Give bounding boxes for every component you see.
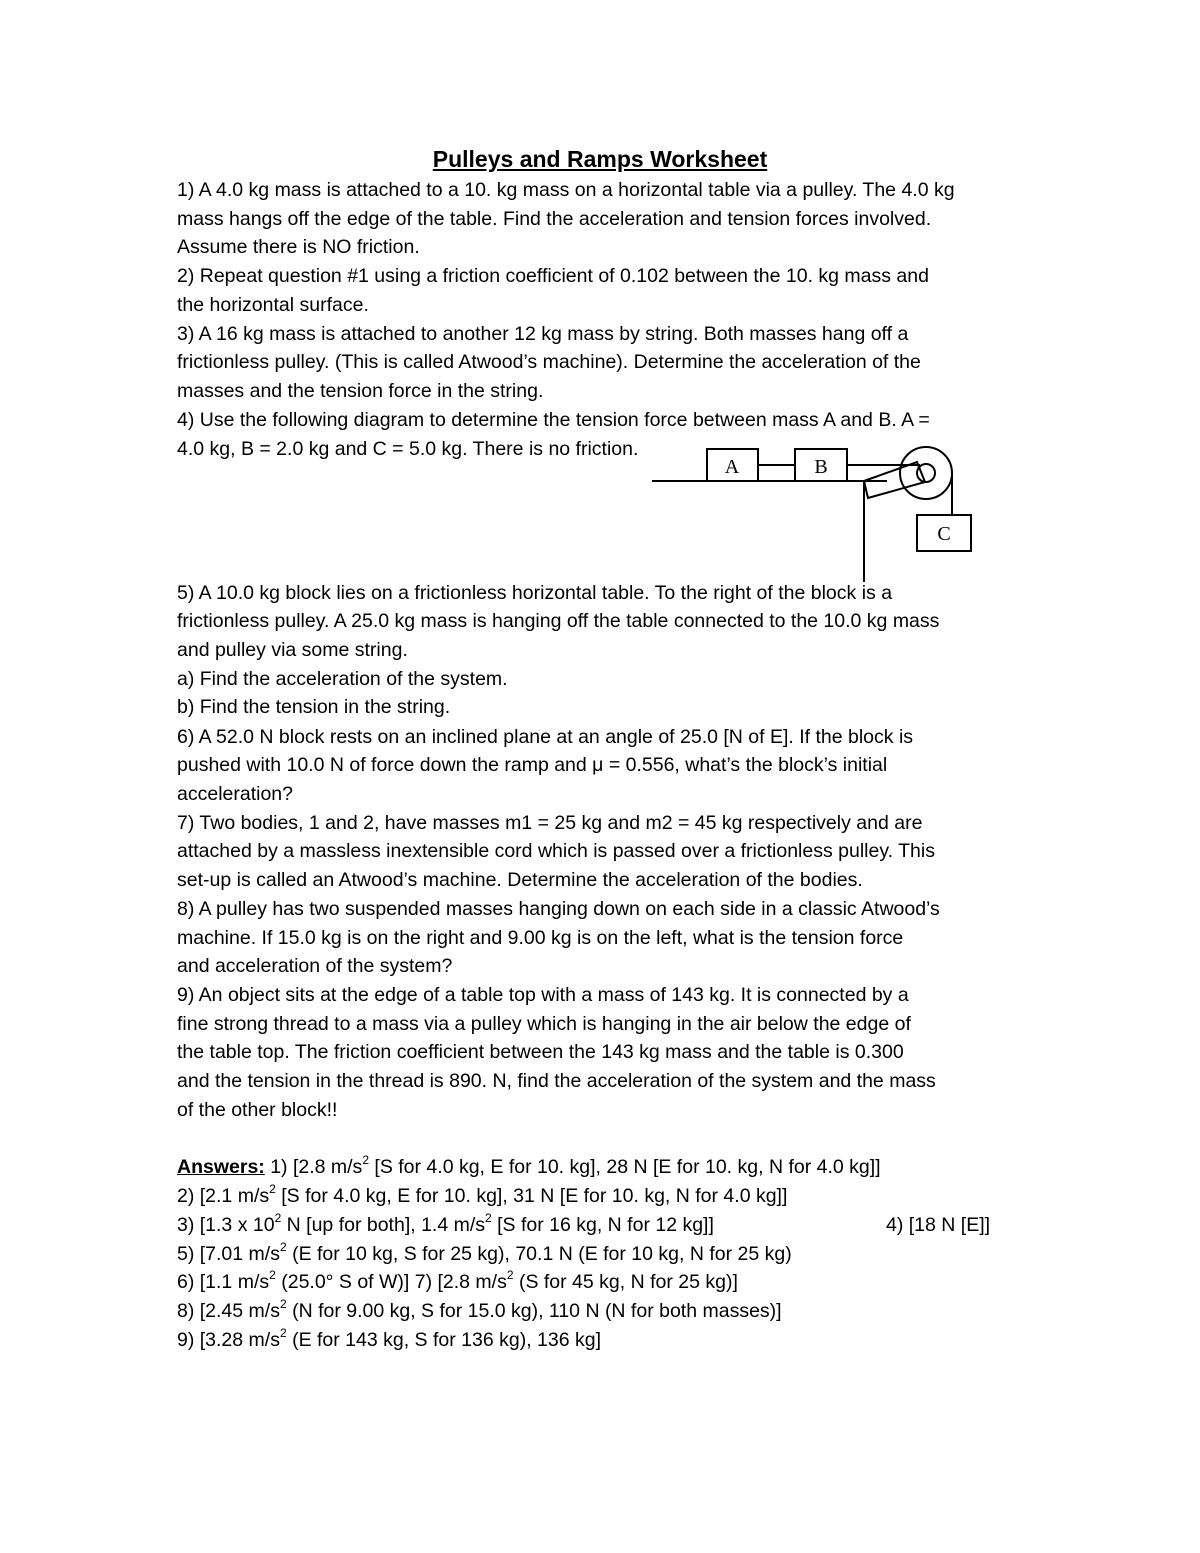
q5-line-4: a) Find the acceleration of the system. [177, 668, 508, 690]
superscript: 2 [279, 1325, 287, 1340]
answer-5 [177, 1240, 792, 1268]
superscript: 2 [274, 1210, 282, 1225]
answer-5-post: (E for 10 kg, S for 25 kg), 70.1 N (E for 10 kg, N for 25 kg) [286, 1243, 792, 1265]
q9-line-4: and the tension in the thread is 890. N, find the acceleration of the system and the mass [177, 1070, 936, 1092]
answer-3-pre: 3) [1.3 x 10 [177, 1214, 275, 1236]
superscript: 2 [485, 1210, 492, 1225]
q7-line-3: set-up is called an Atwood’s machine. Determine the acceleration of the bodies. [177, 869, 863, 891]
pulley-wheel [900, 447, 952, 499]
superscript: 2 [506, 1267, 514, 1282]
answer-8-pre: 8) [2.45 m/s [177, 1300, 280, 1322]
q6-line-1: 6) A 52.0 N block rests on an inclined plane at an angle of 25.0 [N of E]. If the block is [177, 726, 914, 748]
answer-1-post: [S for 4.0 kg, E for 10. kg], 28 N [E for 10. kg, N for 4.0 kg]] [369, 1156, 881, 1178]
answer-7-post: (S for 45 kg, N for 25 kg)] [513, 1271, 738, 1293]
answers-label: Answers: [177, 1156, 265, 1178]
superscript: 2 [279, 1239, 287, 1254]
q3-line-3: masses and the tension force in the string. [177, 380, 544, 402]
q6-line-3: acceleration? [177, 783, 293, 805]
block-c-label: C [937, 523, 951, 545]
answer-5-pre: 5) [7.01 m/s [177, 1243, 280, 1265]
q9-line-5: of the other block!! [177, 1099, 338, 1121]
superscript: 2 [269, 1181, 276, 1196]
q5-line-1: 5) A 10.0 kg block lies on a frictionless horizontal table. To the right of the block is a [177, 582, 893, 604]
answer-9-pre: 9) [3.28 m/s [177, 1329, 280, 1351]
q9-line-2: fine strong thread to a mass via a pulley which is hanging in the air below the edge of [177, 1013, 911, 1035]
q9-line-3: the table top. The friction coefficient between the 143 kg mass and the table is 0.300 [177, 1041, 904, 1063]
answer-9 [177, 1326, 601, 1354]
q9-line-1: 9) An object sits at the edge of a table top with a mass of 143 kg. It is connected by a [177, 984, 909, 1006]
pulley-axle [917, 464, 935, 482]
q4-line-1: 4) Use the following diagram to determine the tension force between mass A and B. A = [177, 409, 930, 431]
q2-line-1: 2) Repeat question #1 using a friction coefficient of 0.102 between the 10. kg mass and [177, 265, 929, 287]
answer-6-7 [177, 1268, 738, 1296]
superscript: 2 [362, 1152, 369, 1167]
pulley-diagram [0, 0, 1200, 600]
answer-8-post: (N for 9.00 kg, S for 15.0 kg), 110 N (N for both masses)] [286, 1300, 782, 1322]
answer-4: 4) [18 N [E]] [886, 1214, 991, 1236]
q4-line-2: 4.0 kg, B = 2.0 kg and C = 5.0 kg. There is no friction. [177, 438, 639, 460]
answer-8 [177, 1297, 782, 1325]
q8-line-1: 8) A pulley has two suspended masses hanging down on each side in a classic Atwood’s [177, 898, 940, 920]
q2-line-2: the horizontal surface. [177, 294, 369, 316]
q1-line-2: mass hangs off the edge of the table. Find the acceleration and tension forces involved. [177, 208, 932, 230]
q7-line-2: attached by a massless inextensible cord which is passed over a frictionless pulley. This [177, 840, 935, 862]
superscript: 2 [279, 1296, 287, 1311]
answer-6-mid: (25.0° S of W)] 7) [2.8 m/s [275, 1271, 507, 1293]
answer-2 [177, 1182, 787, 1210]
page-title: Pulleys and Ramps Worksheet [432, 146, 768, 172]
answer-2-pre: 2) [2.1 m/s [177, 1185, 270, 1207]
q3-line-1: 3) A 16 kg mass is attached to another 12 kg mass by string. Both masses hang off a [177, 323, 909, 345]
answer-3 [177, 1211, 714, 1239]
answer-6-pre: 6) [1.1 m/s [177, 1271, 270, 1293]
q8-line-2: machine. If 15.0 kg is on the right and 9.00 kg is on the left, what is the tension force [177, 927, 904, 949]
answer-1 [177, 1153, 881, 1181]
block-b-label: B [814, 456, 828, 478]
block-a-label: A [724, 456, 740, 478]
answer-3-post: [S for 16 kg, N for 12 kg]] [491, 1214, 714, 1236]
answer-1-pre: 1) [2.8 m/s [264, 1156, 363, 1178]
q6-line-2: pushed with 10.0 N of force down the ramp and μ = 0.556, what’s the block’s initial [177, 754, 888, 776]
q1-line-1: 1) A 4.0 kg mass is attached to a 10. kg mass on a horizontal table via a pulley. The 4.0 kg [177, 179, 955, 201]
q7-line-1: 7) Two bodies, 1 and 2, have masses m1 = 25 kg and m2 = 45 kg respectively and are [177, 812, 923, 834]
q5-line-5: b) Find the tension in the string. [177, 696, 451, 718]
answer-2-post: [S for 4.0 kg, E for 10. kg], 31 N [E for 10. kg, N for 4.0 kg]] [275, 1185, 788, 1207]
superscript: 2 [269, 1267, 276, 1282]
q1-line-3: Assume there is NO friction. [177, 236, 420, 258]
answer-9-post: (E for 143 kg, S for 136 kg), 136 kg] [286, 1329, 601, 1351]
answer-3-mid: N [up for both], 1.4 m/s [281, 1214, 486, 1236]
q5-line-2: frictionless pulley. A 25.0 kg mass is hanging off the table connected to the 10.0 kg mass [177, 610, 940, 632]
q5-line-3: and pulley via some string. [177, 639, 408, 661]
q3-line-2: frictionless pulley. (This is called Atwood’s machine). Determine the acceleration of the [177, 351, 921, 373]
q8-line-3: and acceleration of the system? [177, 955, 453, 977]
